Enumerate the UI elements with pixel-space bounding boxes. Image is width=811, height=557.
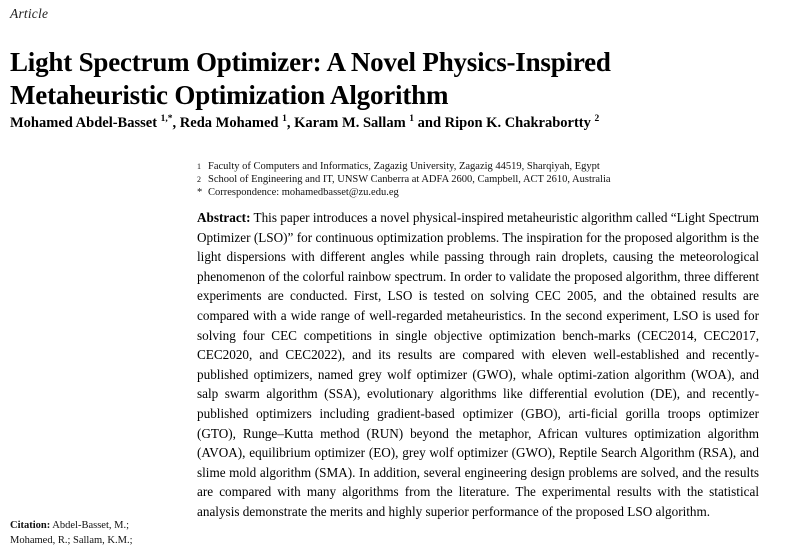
abstract-body: This paper introduces a novel physical-inspired metaheuristic algorithm called “Light Spectrum Optimizer (LSO)” for continuous optimization problems. The inspiration for the proposed algorithm is the light dispersions with different angles while passing through rain droplets, causing the meteorological phenomenon of the colorful rainbow spectrum. In order to validate the proposed algorithm, three different experiments are conducted. First, LSO is tested on solving CEC 2005, and the obtained results are compared with a wide range of well-regarded metaheuristics. In the second experiment, LSO is used for solving four CEC competitions in single objective optimization bench-marks (CEC2014, CEC2017, CEC2020, and CEC2022), and its results are compared with eleven well-established and recently-published optimizers, named grey wolf optimizer (GWO), whale optimi-zation algorithm (WOA), and salp swarm algorithm (SSA), evolutionary algorithms like differential evolution (DE), and recently-published optimizers including gradient-based optimizer (GBO), arti-ficial gorilla troops optimizer (GTO), Runge–Kutta method (RUN) beyond the metaphor, African vultures optimization algorithm (AVOA), equilibrium optimizer (EO), grey wolf optimizer (GWO), Reptile Search Algorithm (RSA), and slime mold algorithm (SMA). In addition, several engineering design problems are solved, and the results are compared with many algorithms from the literature. The experimental results with the statistical analysis demonstrate the merits and highly superior performance of the proposed LSO algorithm. xyxy=(197,210,759,519)
author-line: Mohamed Abdel-Basset $^{1,*}$, Reda Mohamed $^1$, Karam M. Sallam $^1$ and Ripon K. Chakrabortty $^2$ xyxy=(10,114,600,131)
abstract-section xyxy=(197,208,759,522)
author-list xyxy=(10,114,710,132)
correspondence-text: Correspondence: mohamedbasset@zu.edu.eg xyxy=(208,187,399,199)
affiliation-item xyxy=(197,160,757,173)
affiliation-text: School of Engineering and IT, UNSW Canberra at ADFA 2600, Campbell, ACT 2610, Australia xyxy=(208,174,611,186)
article-type-label: Article xyxy=(10,6,49,21)
citation-label: Citation: xyxy=(10,520,51,531)
affiliation-text: Faculty of Computers and Informatics, Zagazig University, Zagazig 44519, Sharqiyah, Egypt xyxy=(208,161,600,172)
citation-block xyxy=(10,518,175,548)
affiliation-item xyxy=(197,173,757,186)
citation-text: Abdel-Basset, M.; Mohamed, R.; Sallam, K.M.; xyxy=(10,520,133,546)
correspondence-item xyxy=(197,186,757,199)
affiliation-marker: 1 xyxy=(197,162,201,171)
page-title: Light Spectrum Optimizer: A Novel Physics-Inspired Metaheuristic Optimization Algorithm xyxy=(10,47,611,111)
correspondence-marker: * xyxy=(197,187,203,199)
affiliation-marker: 2 xyxy=(197,175,201,185)
affiliation-list xyxy=(197,160,757,200)
abstract-label: Abstract: xyxy=(197,210,251,225)
